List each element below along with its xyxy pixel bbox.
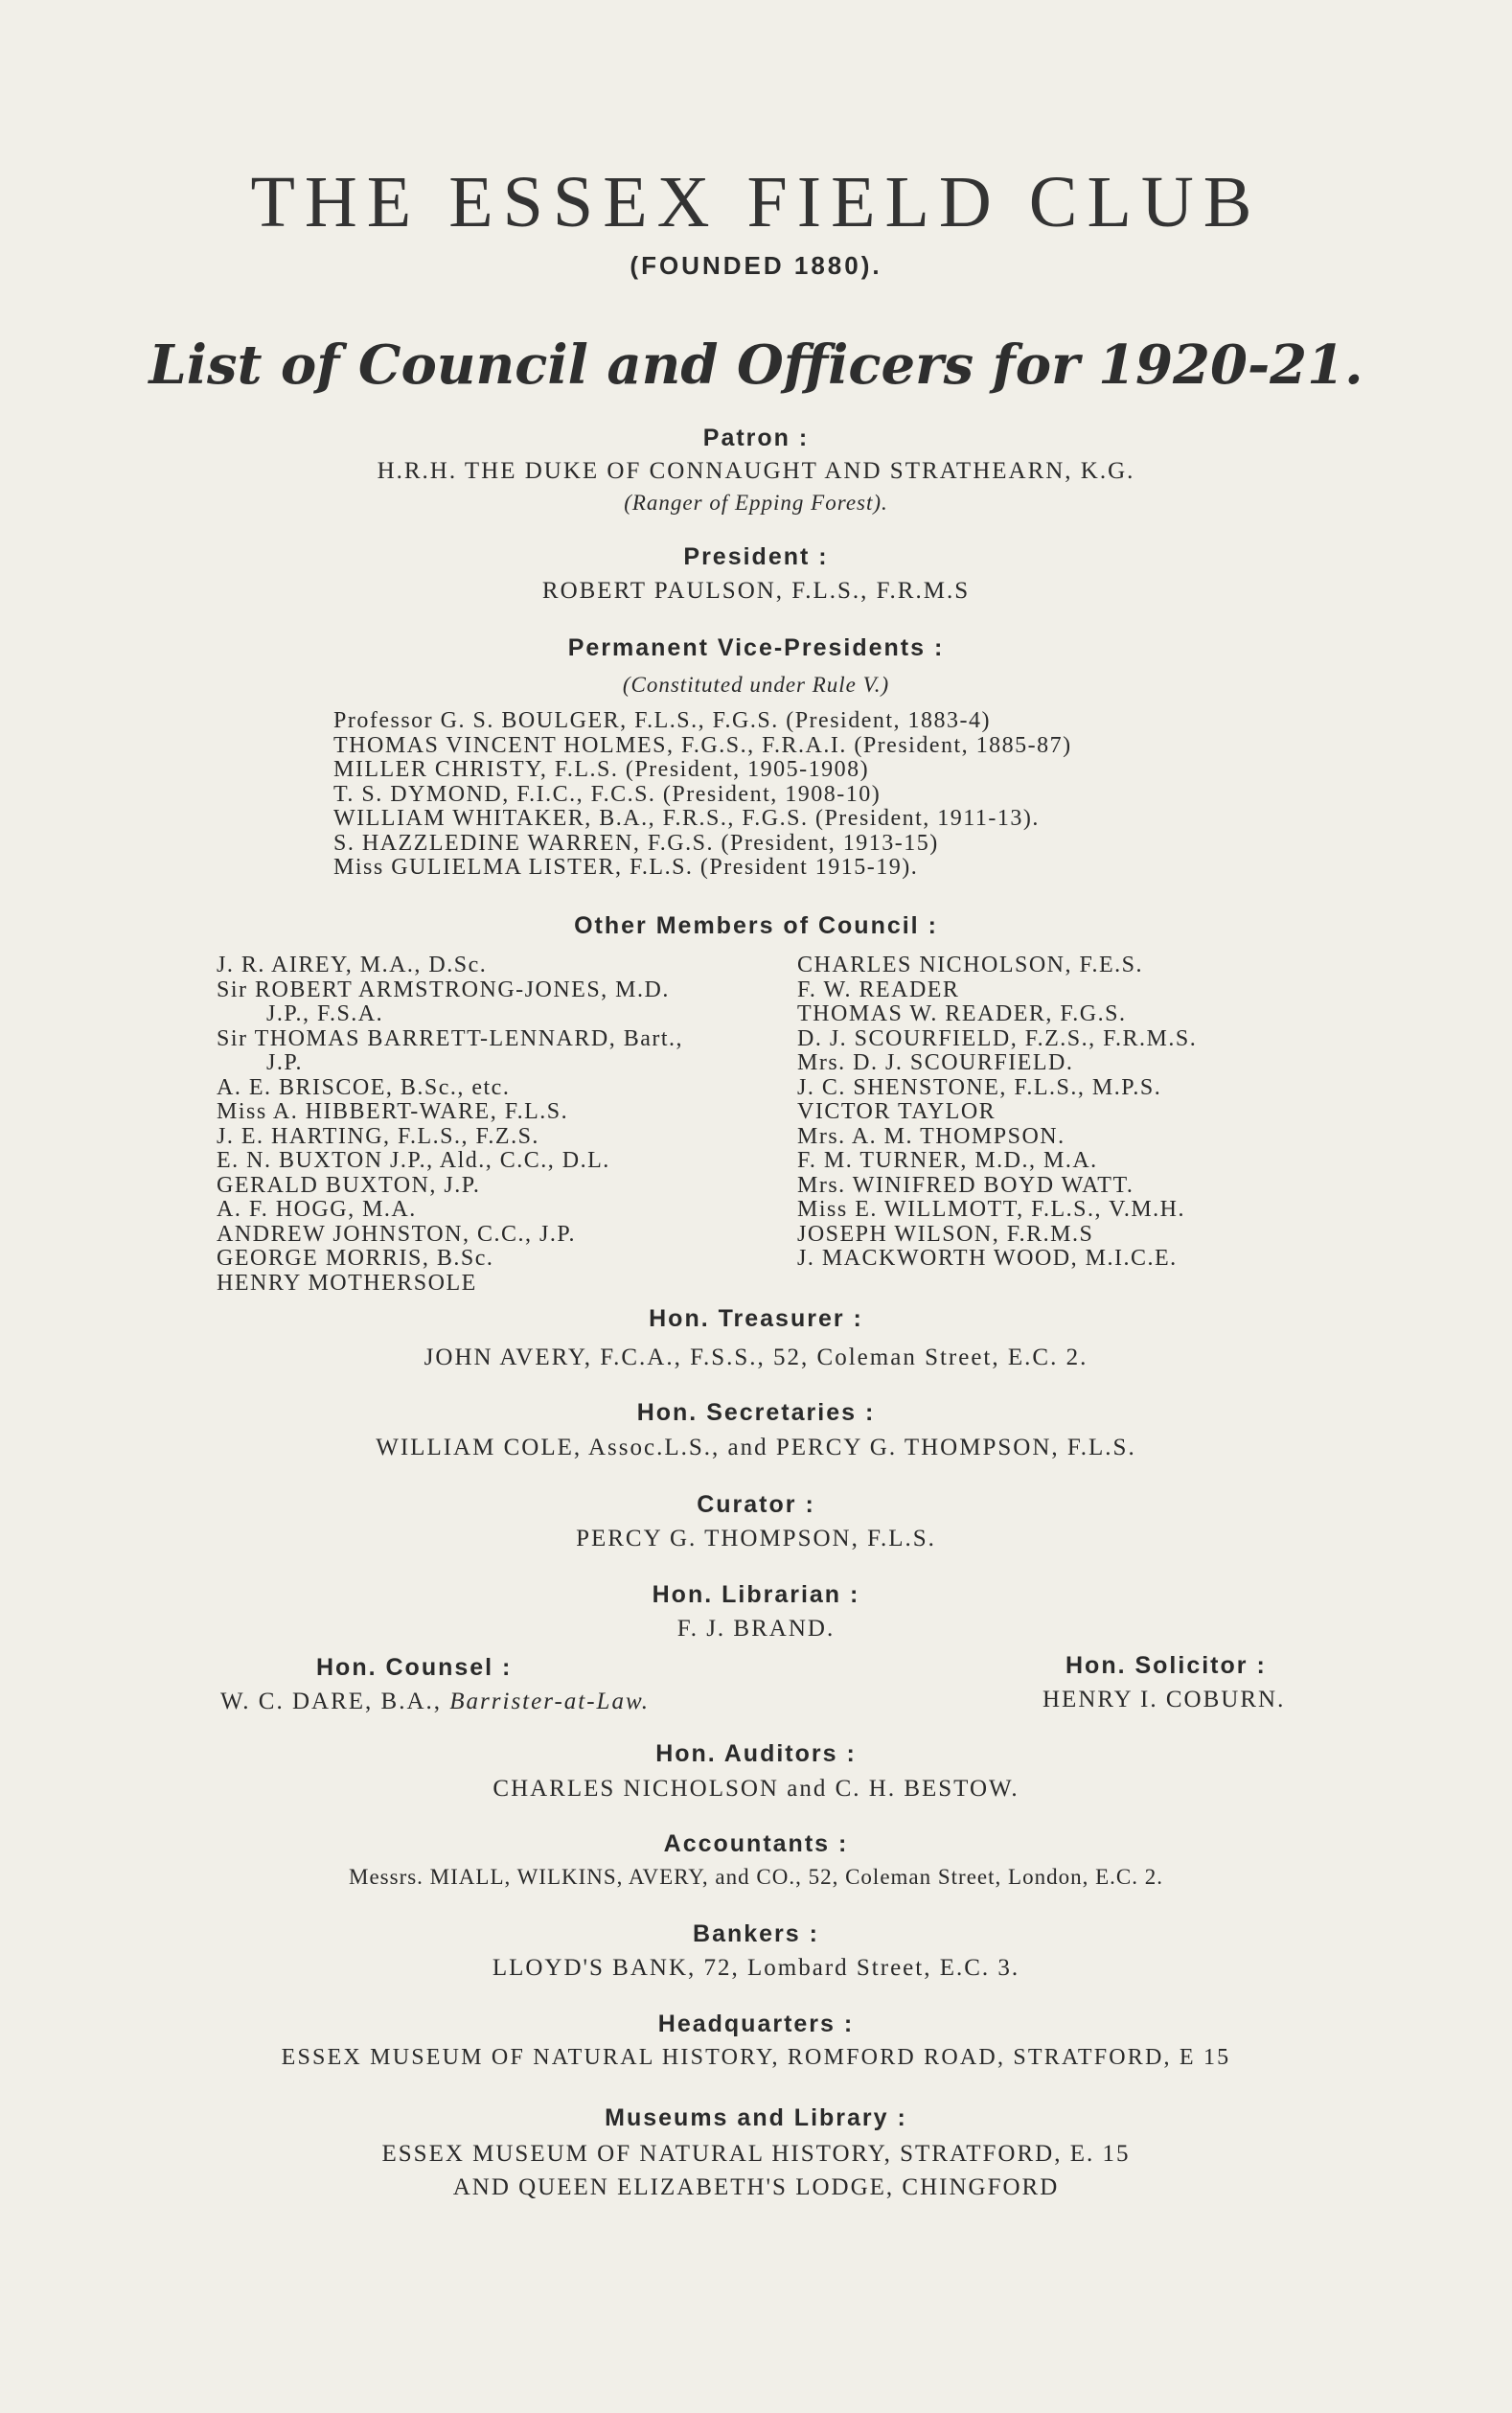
list-item: J. MACKWORTH WOOD, M.I.C.E.	[797, 1246, 1178, 1271]
list-item: GEORGE MORRIS, B.Sc.	[217, 1246, 494, 1271]
list-item: Professor G. S. BOULGER, F.L.S., F.G.S. (President, 1883-4)	[333, 708, 992, 733]
list-item: Sir THOMAS BARRETT-LENNARD, Bart.,	[217, 1025, 684, 1051]
accountants-heading: Accountants :	[663, 1830, 849, 1857]
auditors-heading: Hon. Auditors :	[655, 1740, 857, 1767]
treasurer-heading: Hon. Treasurer :	[649, 1305, 863, 1332]
librarian-heading: Hon. Librarian :	[652, 1581, 860, 1608]
list-item: A. E. BRISCOE, B.Sc., etc.	[217, 1074, 511, 1100]
list-item: VICTOR TAYLOR	[797, 1099, 997, 1124]
list-item: Miss A. HIBBERT-WARE, F.L.S.	[217, 1099, 569, 1124]
list-item: J. C. SHENSTONE, F.L.S., M.P.S.	[797, 1074, 1162, 1100]
curator-name: PERCY G. THOMPSON, F.L.S.	[576, 1526, 936, 1551]
list-subtitle: List of Council and Officers for 1920-21.	[149, 333, 1363, 397]
headquarters-name: ESSEX MUSEUM OF NATURAL HISTORY, ROMFORD ROAD, STRATFORD, E 15	[281, 2045, 1231, 2070]
founded-note: (FOUNDED 1880).	[630, 251, 882, 280]
list-item: JOSEPH WILSON, F.R.M.S	[797, 1221, 1094, 1247]
list-item: A. F. HOGG, M.A.	[217, 1197, 417, 1222]
list-item: Miss GULIELMA LISTER, F.L.S. (President 1915-19).	[333, 855, 919, 880]
vice-presidents-heading: Permanent Vice-Presidents :	[567, 634, 945, 661]
list-item: THOMAS W. READER, F.G.S.	[797, 1001, 1127, 1026]
president-name: ROBERT PAULSON, F.L.S., F.R.M.S	[541, 578, 971, 604]
accountants-name: Messrs. MIALL, WILKINS, AVERY, and CO., 52, Coleman Street, London, E.C. 2.	[349, 1865, 1163, 1889]
museums-heading: Museums and Library :	[605, 2104, 907, 2131]
president-heading: President :	[683, 543, 829, 570]
council-heading: Other Members of Council :	[574, 912, 938, 939]
list-item: F. M. TURNER, M.D., M.A.	[797, 1148, 1098, 1173]
list-item: ANDREW JOHNSTON, C.C., J.P.	[217, 1221, 576, 1247]
patron-heading: Patron :	[702, 425, 810, 451]
council-right-column	[797, 954, 1197, 1272]
list-item: F. W. READER	[797, 977, 960, 1002]
bankers-name: LLOYD'S BANK, 72, Lombard Street, E.C. 3.	[492, 1955, 1020, 1981]
secretaries-heading: Hon. Secretaries :	[636, 1399, 876, 1426]
club-title: THE ESSEX FIELD CLUB	[250, 162, 1262, 242]
list-item: THOMAS VINCENT HOLMES, F.G.S., F.R.A.I. (President, 1885-87)	[333, 732, 1072, 758]
list-item: E. N. BUXTON J.P., Ald., C.C., D.L.	[217, 1148, 610, 1173]
patron-name: H.R.H. THE DUKE OF CONNAUGHT AND STRATHEARN, K.G.	[377, 458, 1135, 484]
list-item: MILLER CHRISTY, F.L.S. (President, 1905-1908)	[333, 757, 870, 782]
bankers-heading: Bankers :	[693, 1920, 819, 1947]
vice-presidents-note: (Constituted under Rule V.)	[622, 673, 890, 697]
solicitor-heading: Hon. Solicitor :	[1065, 1652, 1267, 1679]
list-item: J. R. AIREY, M.A., D.Sc.	[217, 953, 488, 977]
list-item: J.P., F.S.A.	[266, 1001, 384, 1026]
librarian-name: F. J. BRAND.	[676, 1616, 836, 1642]
treasurer-name: JOHN AVERY, F.C.A., F.S.S., 52, Coleman Street, E.C. 2.	[424, 1344, 1088, 1370]
list-item: T. S. DYMOND, F.I.C., F.C.S. (President, 1908-10)	[333, 781, 882, 807]
patron-note: (Ranger of Epping Forest).	[624, 491, 888, 515]
counsel-name: W. C. DARE, B.A.,	[220, 1689, 443, 1714]
counsel-line	[220, 1689, 650, 1715]
list-item: Mrs. D. J. SCOURFIELD.	[797, 1050, 1074, 1075]
counsel-role: Barrister-at-Law.	[449, 1689, 651, 1714]
list-item: Mrs. WINIFRED BOYD WATT.	[797, 1172, 1134, 1198]
list-item: CHARLES NICHOLSON, F.E.S.	[797, 953, 1143, 977]
list-item: J. E. HARTING, F.L.S., F.Z.S.	[217, 1123, 539, 1149]
counsel-heading: Hon. Counsel :	[316, 1654, 513, 1681]
list-item: J.P.	[266, 1050, 304, 1075]
solicitor-name: HENRY I. COBURN.	[1042, 1687, 1286, 1712]
list-item: D. J. SCOURFIELD, F.Z.S., F.R.M.S.	[797, 1025, 1198, 1051]
list-item: Sir ROBERT ARMSTRONG-JONES, M.D.	[217, 977, 670, 1002]
auditors-name: CHARLES NICHOLSON and C. H. BESTOW.	[493, 1776, 1019, 1802]
list-item: WILLIAM WHITAKER, B.A., F.R.S., F.G.S. (President, 1911-13).	[333, 806, 1040, 831]
museums-line-1: ESSEX MUSEUM OF NATURAL HISTORY, STRATFORD, E. 15	[381, 2141, 1131, 2167]
council-left-column	[217, 954, 683, 1296]
secretaries-name: WILLIAM COLE, Assoc.L.S., and PERCY G. THOMPSON, F.L.S.	[376, 1435, 1136, 1460]
curator-heading: Curator :	[697, 1491, 815, 1518]
list-item: Mrs. A. M. THOMPSON.	[797, 1123, 1065, 1149]
list-item: Miss E. WILLMOTT, F.L.S., V.M.H.	[797, 1197, 1185, 1222]
museums-line-2: AND QUEEN ELIZABETH'S LODGE, CHINGFORD	[452, 2174, 1060, 2200]
vice-presidents-list	[333, 709, 1072, 881]
list-item: S. HAZZLEDINE WARREN, F.G.S. (President, 1913-15)	[333, 830, 939, 856]
list-item: GERALD BUXTON, J.P.	[217, 1172, 481, 1198]
list-item: HENRY MOTHERSOLE	[217, 1270, 477, 1296]
headquarters-heading: Headquarters :	[657, 2011, 855, 2037]
